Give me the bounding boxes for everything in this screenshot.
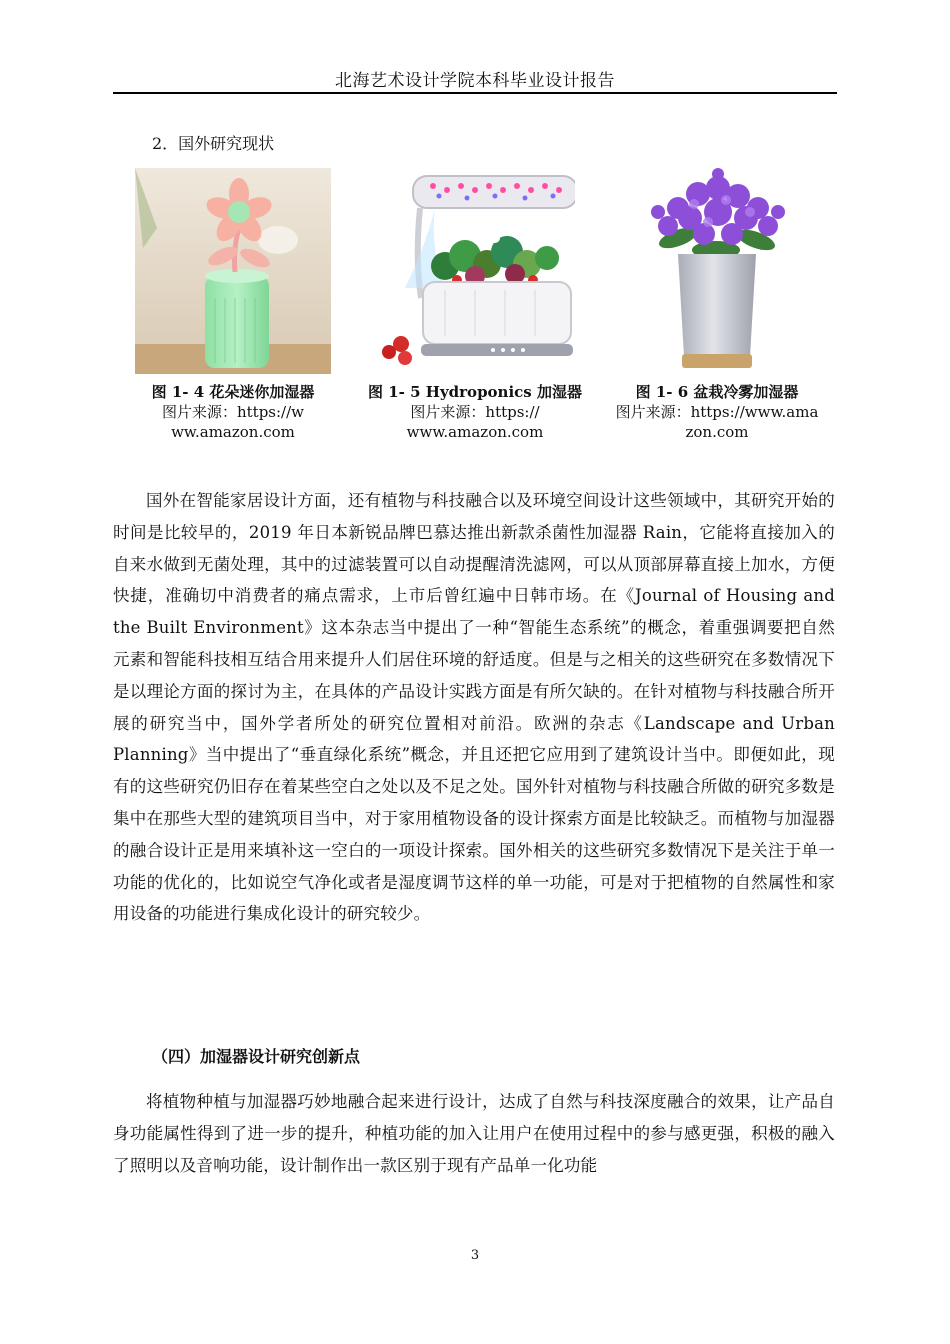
figure-caption: 图 1- 6 盆栽冷雾加湿器 <box>635 383 799 401</box>
figure-source: 图片来源：https://www.ama <box>615 403 819 421</box>
figure-source-continued: ww.amazon.com <box>171 423 295 441</box>
potted-plant-humidifier-photo-icon <box>638 168 796 374</box>
figure-2 <box>363 168 587 442</box>
hydroponics-garden-photo-icon <box>375 168 575 374</box>
section-heading: 2．国外研究现状 <box>152 134 275 153</box>
header-divider <box>113 92 837 94</box>
figure-source-continued: www.amazon.com <box>406 423 544 441</box>
figure-3 <box>608 168 826 442</box>
flower-humidifier-photo-icon <box>135 168 331 374</box>
figure-source: 图片来源：https:// <box>410 403 540 421</box>
figure-caption: 图 1- 4 花朵迷你加湿器 <box>151 383 315 401</box>
figure-source: 图片来源：https://w <box>161 403 305 421</box>
page-number: 3 <box>470 1248 480 1263</box>
section-subheading: （四）加湿器设计研究创新点 <box>152 1047 361 1066</box>
figure-1 <box>120 168 346 442</box>
page-header-title: 北海艺术设计学院本科毕业设计报告 <box>335 71 615 91</box>
body-paragraph-foreign-research: 国外在智能家居设计方面，还有植物与科技融合以及环境空间设计这些领域中，其研究开始的时间是比较早的，2019 年日本新锐品牌巴慕达推出新款杀菌性加湿器 Rain，它能将直接加入的自来水做到无菌处理，其中的过滤装置可以自动提醒清洗滤网，可以从顶部屏幕直接上加水，方便快捷，准确切中消费者的痛点需求，上市后曾红遍中日韩市场。在《Journal of Housing and the Built Environment》这本杂志当中提出了一种“智能生态系统”的概念，着重强调要把自然元素和智能科技相互结合用来提升人们居住环境的舒适度。但是与之相关的这些研究在多数情况下是以理论方面的探讨为主，在具体的产品设计实践方面是有所欠缺的。在针对植物与科技融合所开展的研究当中，国外学者所处的研究位置相对前沿。欧洲的杂志《Landscape and Urban Planning》当中提出了“垂直绿化系统”概念，并且还把它应用到了建筑设计当中。即便如此，现有的这些研究仍旧存在着某些空白之处以及不足之处。国外针对植物与科技融合所做的研究多数是集中在那些大型的建筑项目当中，对于家用植物设备的设计探索方面是比较缺乏。而植物与加湿器的融合设计正是用来填补这一空白的一项设计探索。国外相关的这些研究多数情况下是关注于单一功能的优化的，比如说空气净化或者是湿度调节这样的单一功能，可是对于把植物的自然属性和家用设备的功能进行集成化设计的研究较少。 <box>113 491 835 924</box>
body-paragraph-innovation: 将植物种植与加湿器巧妙地融合起来进行设计，达成了自然与科技深度融合的效果，让产品自身功能属性得到了进一步的提升，种植功能的加入让用户在使用过程中的参与感更强，积极的融入了照明以及音响功能，设计制作出一款区别于现有产品单一化功能 <box>113 1092 835 1175</box>
figure-caption: 图 1- 5 Hydroponics 加湿器 <box>368 383 582 401</box>
figure-source-continued: zon.com <box>685 423 749 441</box>
